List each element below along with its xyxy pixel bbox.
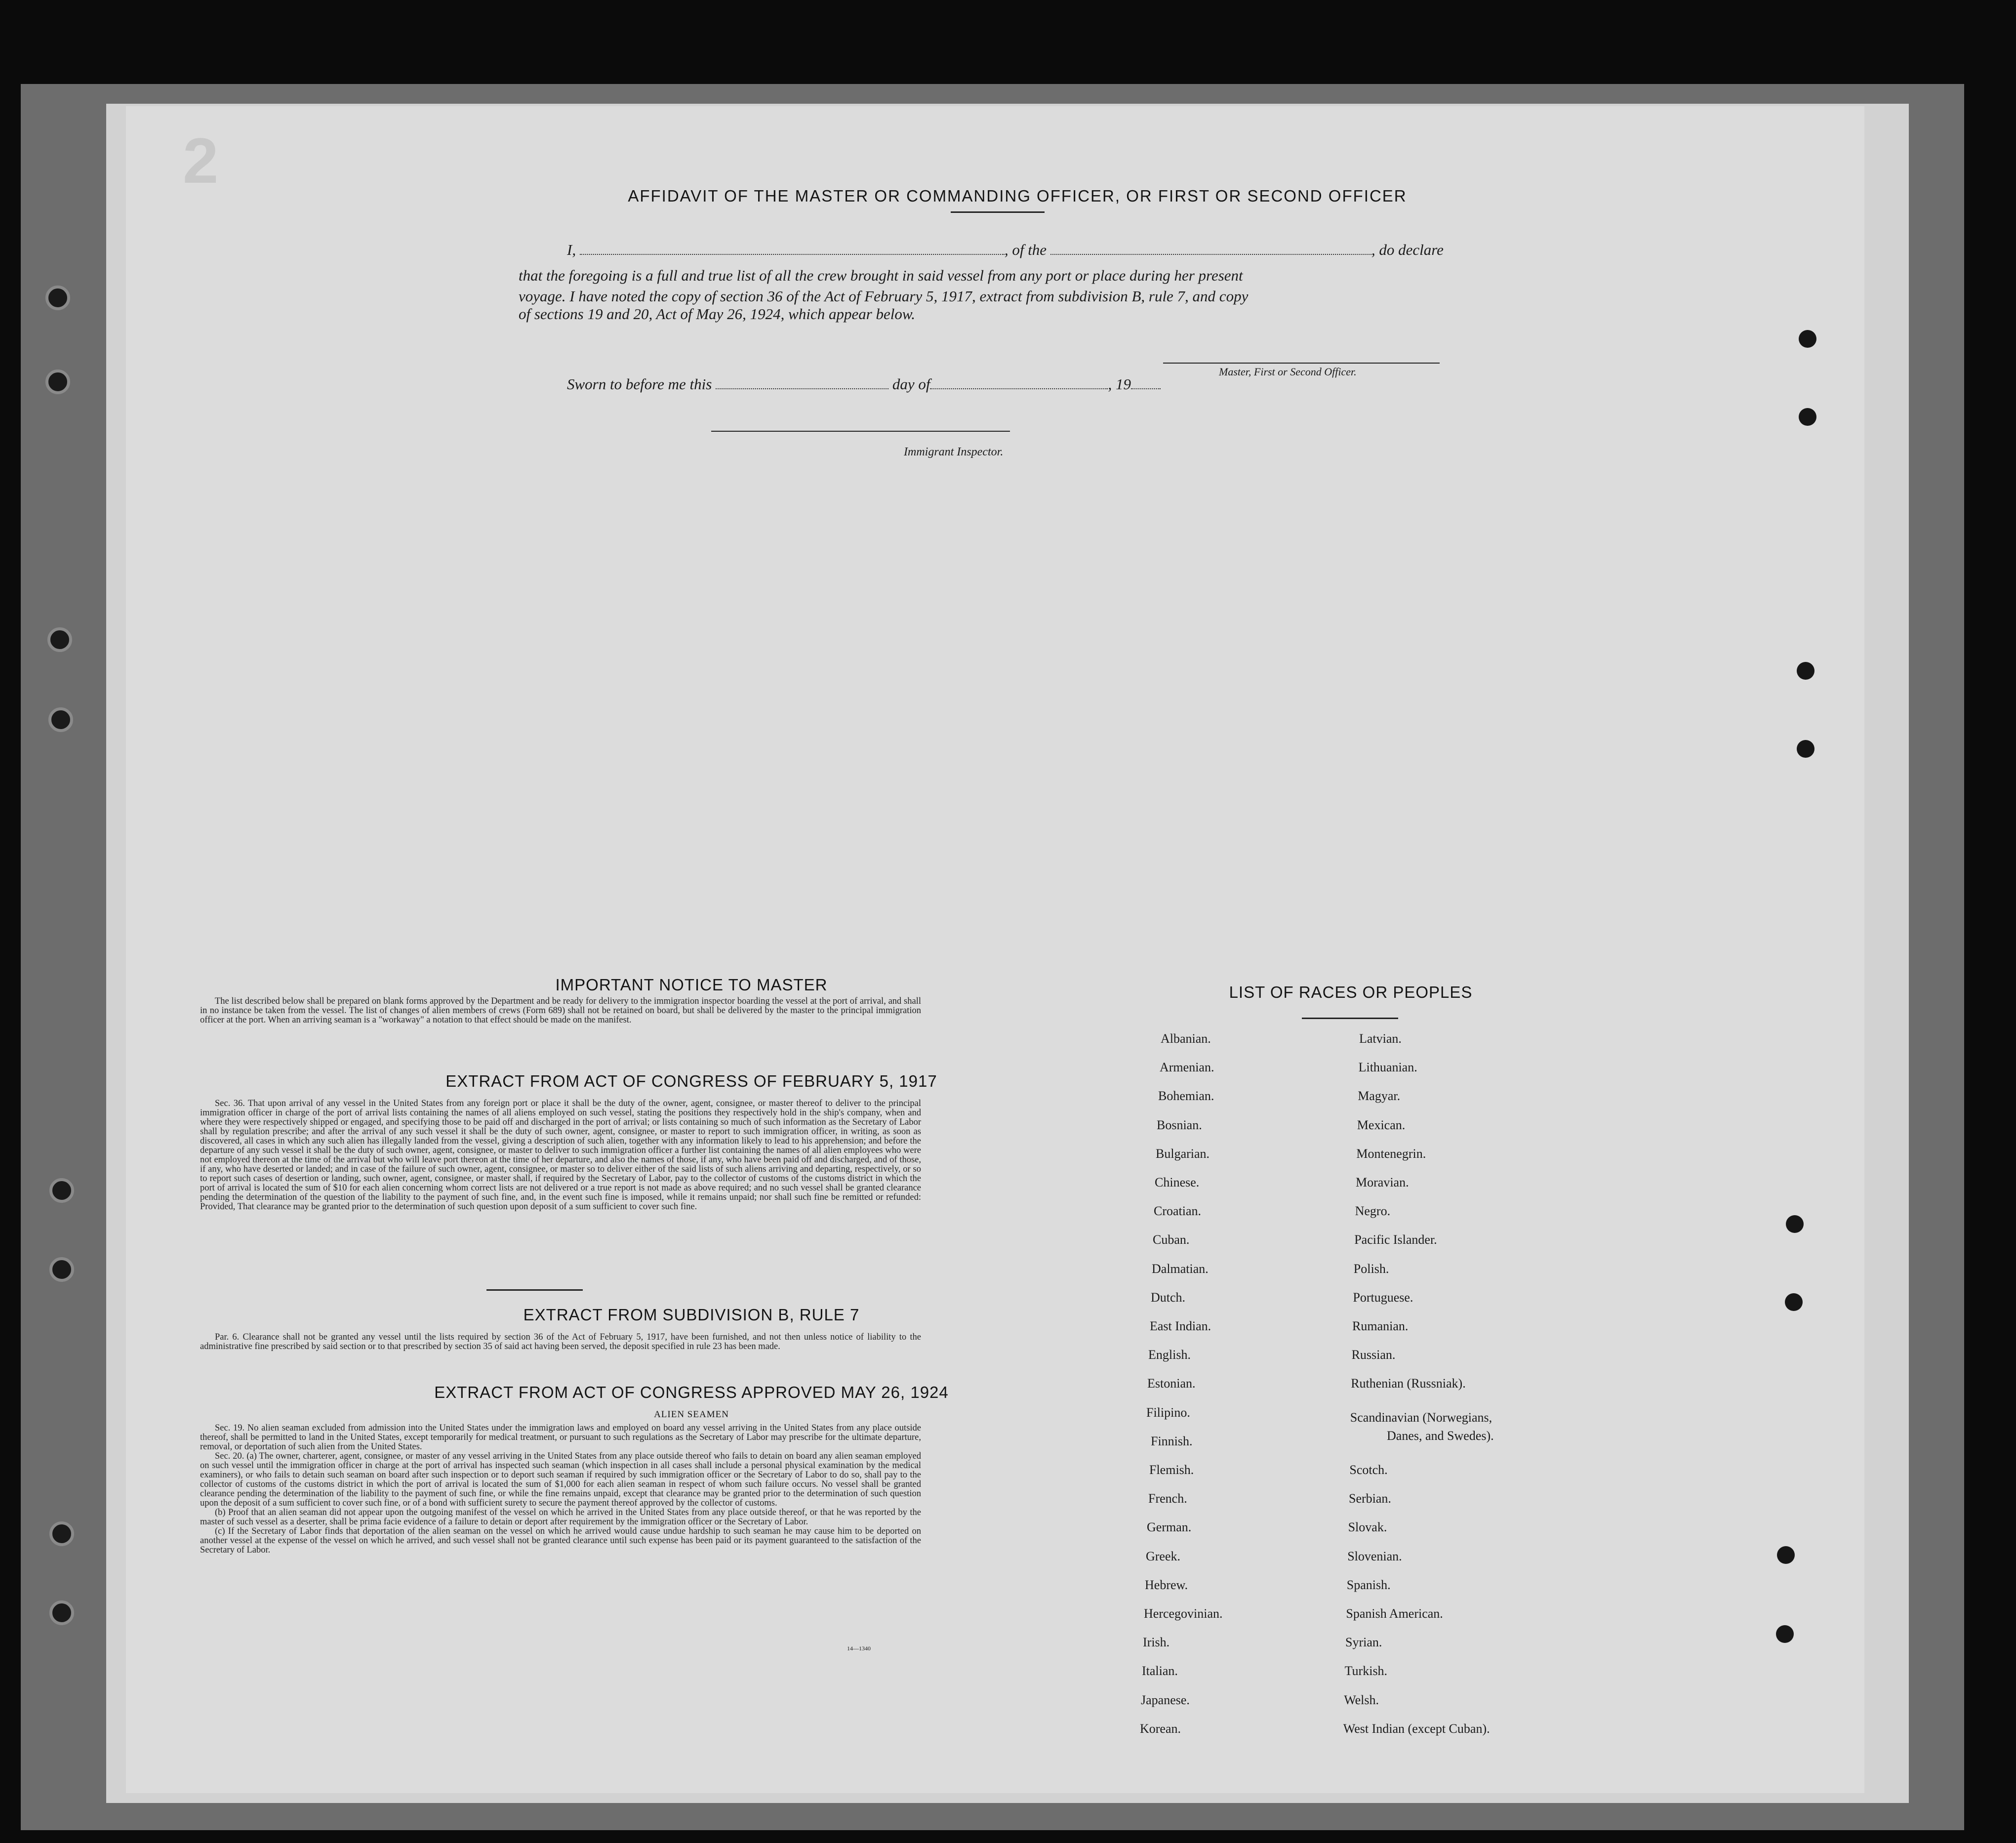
extract-rule7-body bbox=[200, 1333, 921, 1352]
sworn-line bbox=[567, 375, 1161, 393]
race-item: Syrian. bbox=[1345, 1635, 1382, 1650]
race-item: Estonian. bbox=[1147, 1376, 1196, 1391]
punch-hole bbox=[1777, 1546, 1795, 1564]
punch-hole bbox=[1799, 330, 1816, 348]
race-item: Croatian. bbox=[1154, 1204, 1202, 1219]
punch-hole bbox=[1786, 1215, 1804, 1233]
section-36-text: Sec. 36. That upon arrival of any vessel in the United States from any foreign port or place it shall be the duty of the owner, agent, consignee, or master thereof to deliver to the principal immigration officer in charge of the port of arrival lists containing the names of all aliens employed on such vessel, stating the positions they respectively hold in the ship's company, when and where they were respectively shipped or engaged, and specifying those to be paid off and discharged in the port of arrival; or lists containing so much of such information as the Secretary of Labor shall by regulation prescribe; and after the arrival of any such vessel it shall be the duty of such owner, agent, consignee, or master to report to such immigration officer, in writing, as soon as discovered, all cases in which any such alien has illegally landed from the vessel, giving a description of such alien, together with any information likely to lead to his apprehension; and before the departure of any such vessel it shall be the duty of such owner, agent, consignee, or master to deliver to such immigration officer a further list containing the names of all alien employees who were not employed thereon at the time of the arrival but who will leave port thereon at the time of her departure, and also the names of those, if any, who have been paid off and discharged, and of those, if any, who have deserted or landed; and in case of the failure of such owner, agent, consignee, or master so to deliver either of the said lists of such aliens arriving and departing, respectively, or so to report such cases of desertion or landing, such owner, agent, consignee, or master shall, if required by the Secretary of Labor, pay to the collector of customs of the customs district in which the port of arrival is located the sum of $10 for each alien concerning whom correct lists are not delivered or a true report is not made as above required; and no such vessel shall be granted clearance pending the determination of the question of the liability to the payment of such fine, and, in the event such fine is imposed, while it remains unpaid; nor shall such fine be remitted or refunded: Provided, That clearance may be granted prior to the determination of such question upon deposit of a sum sufficient to cover such fine. bbox=[200, 1099, 921, 1212]
punch-hole bbox=[1776, 1625, 1794, 1643]
alien-seamen-subtitle: ALIEN SEAMEN bbox=[654, 1409, 729, 1420]
race-item: Armenian. bbox=[1160, 1060, 1214, 1075]
section-divider bbox=[486, 1289, 583, 1291]
binder-hole bbox=[49, 1178, 74, 1203]
race-item: Mexican. bbox=[1357, 1117, 1406, 1132]
signature-line bbox=[1163, 363, 1440, 364]
affidavit-title: AFFIDAVIT OF THE MASTER OR COMMANDING OFFICER, OR FIRST OR SECOND OFFICER bbox=[628, 187, 1407, 205]
binder-hole bbox=[48, 707, 73, 732]
race-item: Spanish American. bbox=[1346, 1606, 1443, 1621]
extract-1924-title: EXTRACT FROM ACT OF CONGRESS APPROVED MAY 26, 1924 bbox=[434, 1383, 949, 1401]
section-20c-text: (c) If the Secretary of Labor finds that deportation of the alien seaman on the vessel on which he arrived would cause undue hardship to such seaman he may cause him to be deported on another vessel at the expense of the vessel on which he arrived, and such vessel shall not be granted clearance until such expense has been paid or its payment guaranteed to the satisfaction of the Secretary of Labor. bbox=[200, 1526, 921, 1555]
race-item: East Indian. bbox=[1150, 1319, 1211, 1333]
signature-label: Master, First or Second Officer. bbox=[1219, 366, 1357, 378]
race-item: Pacific Islander. bbox=[1354, 1232, 1437, 1247]
race-item: Cuban. bbox=[1153, 1232, 1190, 1247]
binder-hole bbox=[49, 1600, 74, 1625]
race-item: Finnish. bbox=[1151, 1433, 1193, 1448]
race-item: Ruthenian (Russniak). bbox=[1351, 1376, 1466, 1391]
race-item: Flemish. bbox=[1149, 1463, 1194, 1477]
race-continuation: Danes, and Swedes). bbox=[1387, 1429, 1494, 1443]
sworn-prefix: Sworn to before me this bbox=[567, 375, 712, 393]
binder-hole bbox=[45, 369, 70, 394]
punch-hole bbox=[1799, 408, 1816, 426]
inspector-label: Immigrant Inspector. bbox=[904, 446, 1004, 458]
races-divider bbox=[1302, 1018, 1398, 1019]
binder-hole bbox=[49, 1257, 74, 1282]
section-19-text: Sec. 19. No alien seaman excluded from admission into the United States under the immigration laws and employed on board any vessel arriving in the United States from any place outside thereof, shall be permitted to land in the United States, except temporarily for medical treatment, or pursuant to such regulations as the Secretary of Labor may prescribe for the ultimate departure, removal, or deportation of such alien from the United States. bbox=[200, 1423, 921, 1452]
extract-1917-body bbox=[200, 1099, 921, 1212]
race-item: Albanian. bbox=[1161, 1031, 1211, 1046]
affidavit-text-line: that the foregoing is a full and true list of all the crew brought in said vessel from any port or place during her present bbox=[519, 267, 1243, 284]
race-item: Scotch. bbox=[1349, 1463, 1388, 1477]
extract-1917-title: EXTRACT FROM ACT OF CONGRESS OF FEBRUARY 5, 1917 bbox=[445, 1072, 937, 1090]
affidavit-text-line: voyage. I have noted the copy of section 36 of the Act of February 5, 1917, extract from subdivision B, rule 7, and copy bbox=[519, 287, 1249, 305]
race-item: Portuguese. bbox=[1353, 1290, 1413, 1305]
race-item: French. bbox=[1148, 1491, 1187, 1506]
race-item: Slovak. bbox=[1348, 1520, 1387, 1535]
inspector-signature-line bbox=[711, 431, 1010, 432]
extract-rule7-title: EXTRACT FROM SUBDIVISION B, RULE 7 bbox=[523, 1306, 860, 1324]
races-title: LIST OF RACES OR PEOPLES bbox=[1229, 983, 1473, 1001]
notice-title: IMPORTANT NOTICE TO MASTER bbox=[555, 976, 828, 994]
paragraph-6-text: Par. 6. Clearance shall not be granted any vessel until the lists required by section 36 of the Act of February 5, 1917, have been furnished, and not then unless notice of liability to the administrative fine prescribed by said section or to that prescribed by section 35 of said act having been served, the deposit specified in rule 23 has been made. bbox=[200, 1332, 921, 1352]
sworn-day-of: day of bbox=[892, 375, 930, 393]
race-item: West Indian (except Cuban). bbox=[1343, 1721, 1490, 1736]
race-item: Bulgarian. bbox=[1156, 1146, 1210, 1161]
binder-hole bbox=[47, 627, 72, 652]
race-item: Japanese. bbox=[1141, 1692, 1190, 1707]
race-item: Dalmatian. bbox=[1152, 1261, 1209, 1276]
race-item: Bosnian. bbox=[1157, 1117, 1202, 1132]
race-item: Russian. bbox=[1351, 1348, 1396, 1362]
race-item: Lithuanian. bbox=[1358, 1060, 1417, 1075]
race-item: Hercegovinian. bbox=[1144, 1606, 1223, 1621]
title-divider bbox=[951, 211, 1045, 213]
race-item: Irish. bbox=[1143, 1635, 1170, 1650]
punch-hole bbox=[1797, 662, 1814, 680]
race-item: Dutch. bbox=[1151, 1290, 1186, 1305]
affidavit-text-line: of sections 19 and 20, Act of May 26, 1924, which appear below. bbox=[519, 305, 916, 323]
race-item: Latvian. bbox=[1359, 1031, 1402, 1046]
binder-hole bbox=[45, 286, 70, 310]
sworn-year: , 19 bbox=[1108, 375, 1131, 393]
page-number-stamp: 2 bbox=[183, 124, 219, 197]
year-blank bbox=[1131, 388, 1161, 389]
race-item: Welsh. bbox=[1344, 1692, 1379, 1707]
affidavit-of-the: , of the bbox=[1004, 241, 1047, 258]
name-blank bbox=[580, 254, 1005, 255]
race-item: Rumanian. bbox=[1352, 1319, 1409, 1333]
race-item: Moravian. bbox=[1356, 1175, 1409, 1189]
notice-body bbox=[200, 997, 921, 1025]
race-item: Chinese. bbox=[1155, 1175, 1200, 1189]
race-item: Montenegrin. bbox=[1356, 1146, 1426, 1161]
extract-1924-body bbox=[200, 1424, 921, 1555]
race-item: German. bbox=[1147, 1520, 1192, 1535]
race-item: Turkish. bbox=[1344, 1664, 1388, 1679]
race-item: Hebrew. bbox=[1145, 1577, 1188, 1592]
section-20a-text: Sec. 20. (a) The owner, charterer, agent, consignee, or master of any vessel arriving in the United States from any place outside thereof who fails to detain on board any alien seaman employed on such vessel until the immigration officer in charge at the port of arrival has inspected such seaman (which inspection in all cases shall include a personal physical examination by the medical examiners), or who fails to detain such seaman on board after such inspection or to deport such seaman if required by such immigration officer or the Secretary of Labor to do so, shall pay to the collector of customs of the customs district in which the port of arrival is located the sum of $1,000 for each alien seaman in respect of whom such failure occurs. No vessel shall be granted clearance pending the determination of the liability to the payment of such fine, or while the fine remains unpaid, except that clearance may be granted prior to the determination of such question upon the deposit of a sum sufficient to cover such fine, or of a bond with sufficient surety to secure the payment thereof approved by the collector of customs. bbox=[200, 1451, 921, 1508]
race-item: Italian. bbox=[1142, 1664, 1178, 1679]
race-item: Magyar. bbox=[1358, 1089, 1401, 1104]
race-item: Slovenian. bbox=[1347, 1549, 1402, 1563]
binder-hole bbox=[49, 1521, 74, 1546]
section-20b-text: (b) Proof that an alien seaman did not appear upon the outgoing manifest of the vessel on which he arrived in the United States from any place outside thereof, or that he was reported by the master of such vessel as a deserter, shall be prima facie evidence of a failure to detain or deport after requirement by the immigration officer or the Secretary of Labor. bbox=[200, 1508, 921, 1527]
punch-hole bbox=[1785, 1293, 1803, 1311]
form-number: 14—1340 bbox=[847, 1645, 871, 1652]
race-item: Korean. bbox=[1140, 1721, 1181, 1736]
month-blank bbox=[930, 388, 1108, 389]
day-blank bbox=[716, 388, 888, 389]
vessel-blank bbox=[1050, 254, 1371, 255]
race-item: Serbian. bbox=[1349, 1491, 1391, 1506]
race-item: English. bbox=[1148, 1348, 1191, 1362]
affidavit-declaration-line bbox=[567, 241, 1444, 259]
affidavit-i: I, bbox=[567, 241, 576, 258]
race-item: Polish. bbox=[1353, 1261, 1389, 1276]
race-item: Scandinavian (Norwegians, bbox=[1350, 1410, 1492, 1425]
race-item: Negro. bbox=[1355, 1204, 1391, 1219]
race-item: Spanish. bbox=[1346, 1577, 1391, 1592]
notice-paragraph: The list described below shall be prepared on blank forms approved by the Department and be ready for delivery to the immigration inspector boarding the vessel at the port of arrival, and shall in no instance be taken from the vessel. The list of changes of alien members of crews (Form 689) shall not be retained on board, but shall be delivered by the master to the principal immigration officer at the port. When an arriving seaman is a "workaway" a notation to that effect should be made on the manifest. bbox=[200, 996, 921, 1025]
race-item: Filipino. bbox=[1146, 1405, 1190, 1420]
affidavit-declare: , do declare bbox=[1371, 241, 1444, 258]
race-item: Greek. bbox=[1146, 1549, 1181, 1563]
punch-hole bbox=[1797, 740, 1814, 758]
race-item: Bohemian. bbox=[1158, 1089, 1214, 1104]
